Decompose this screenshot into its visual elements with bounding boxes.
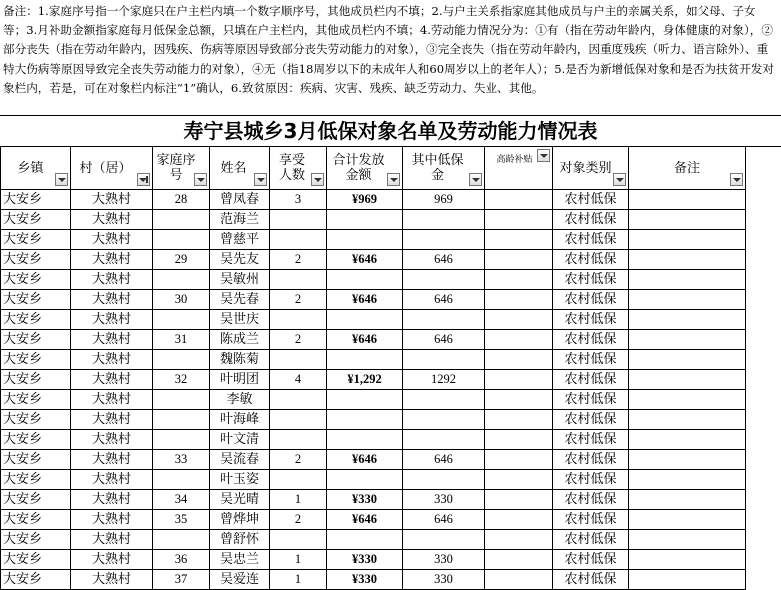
age-subsidy-cell[interactable] — [485, 430, 553, 450]
category-cell[interactable]: 农村低保 — [553, 530, 629, 550]
family-no-cell[interactable] — [153, 470, 210, 490]
total-amount-cell[interactable]: ¥646 — [327, 450, 403, 470]
age-subsidy-cell[interactable] — [485, 290, 553, 310]
header-remark: 备注 — [629, 147, 746, 190]
allowance-cell[interactable] — [403, 390, 485, 410]
total-amount-cell[interactable] — [327, 530, 403, 550]
age-subsidy-cell[interactable] — [485, 390, 553, 410]
category-cell[interactable]: 农村低保 — [553, 330, 629, 350]
village-cell[interactable]: 大熟村 — [71, 450, 153, 470]
allowance-cell[interactable] — [403, 350, 485, 370]
allowance-cell[interactable]: 969 — [403, 190, 485, 210]
sheet-title: 寿宁县城乡3月低保对象名单及劳动能力情况表 — [0, 116, 781, 147]
village-cell[interactable]: 大熟村 — [71, 310, 153, 330]
family-no-cell[interactable]: 32 — [153, 370, 210, 390]
age-subsidy-cell[interactable] — [485, 570, 553, 590]
table-row — [1, 530, 746, 550]
filter-dropdown-icon[interactable] — [613, 173, 626, 186]
allowance-cell[interactable] — [403, 430, 485, 450]
remark-cell[interactable] — [629, 390, 746, 410]
family-no-cell[interactable] — [153, 270, 210, 290]
name-cell[interactable]: 叶玉姿 — [210, 470, 270, 490]
total-amount-cell[interactable] — [327, 310, 403, 330]
age-subsidy-cell[interactable] — [485, 410, 553, 430]
category-cell[interactable]: 农村低保 — [553, 390, 629, 410]
name-cell[interactable]: 范海兰 — [210, 210, 270, 230]
persons-cell[interactable] — [270, 430, 327, 450]
family-no-cell[interactable]: 29 — [153, 250, 210, 270]
village-cell[interactable]: 大熟村 — [71, 410, 153, 430]
village-cell[interactable]: 大熟村 — [71, 370, 153, 390]
town-cell[interactable]: 大安乡 — [1, 290, 71, 310]
persons-cell[interactable]: 1 — [270, 570, 327, 590]
category-cell[interactable]: 农村低保 — [553, 550, 629, 570]
header-row — [1, 147, 746, 190]
town-cell[interactable]: 大安乡 — [1, 470, 71, 490]
village-cell[interactable]: 大熟村 — [71, 250, 153, 270]
town-cell[interactable]: 大安乡 — [1, 270, 71, 290]
name-cell[interactable]: 魏陈菊 — [210, 350, 270, 370]
total-amount-cell[interactable] — [327, 210, 403, 230]
town-cell[interactable]: 大安乡 — [1, 390, 71, 410]
allowance-cell[interactable]: 646 — [403, 510, 485, 530]
village-cell[interactable]: 大熟村 — [71, 230, 153, 250]
persons-cell[interactable] — [270, 470, 327, 490]
family-no-cell[interactable]: 31 — [153, 330, 210, 350]
family-no-cell[interactable] — [153, 430, 210, 450]
town-cell[interactable]: 大安乡 — [1, 210, 71, 230]
beneficiary-table — [0, 146, 746, 590]
allowance-cell[interactable]: 1292 — [403, 370, 485, 390]
village-cell[interactable]: 大熟村 — [71, 290, 153, 310]
persons-cell[interactable]: 2 — [270, 250, 327, 270]
table-row — [1, 490, 746, 510]
name-cell[interactable]: 叶文清 — [210, 430, 270, 450]
filter-dropdown-icon[interactable] — [730, 173, 743, 186]
persons-cell[interactable]: 1 — [270, 490, 327, 510]
filter-dropdown-icon[interactable] — [194, 173, 207, 186]
persons-cell[interactable]: 4 — [270, 370, 327, 390]
name-cell[interactable]: 吴忠兰 — [210, 550, 270, 570]
header-family-no: 家庭序号 — [153, 147, 210, 190]
allowance-cell[interactable] — [403, 530, 485, 550]
town-cell[interactable]: 大安乡 — [1, 230, 71, 250]
name-cell[interactable]: 吴先春 — [210, 290, 270, 310]
town-cell[interactable]: 大安乡 — [1, 350, 71, 370]
remark-cell[interactable] — [629, 270, 746, 290]
family-no-cell[interactable] — [153, 410, 210, 430]
town-cell[interactable]: 大安乡 — [1, 530, 71, 550]
header-category: 对象类别 — [553, 147, 629, 190]
remark-cell[interactable] — [629, 230, 746, 250]
allowance-cell[interactable]: 646 — [403, 290, 485, 310]
table-row — [1, 250, 746, 270]
town-cell[interactable]: 大安乡 — [1, 190, 71, 210]
village-cell[interactable]: 大熟村 — [71, 570, 153, 590]
remark-cell[interactable] — [629, 250, 746, 270]
table-row — [1, 550, 746, 570]
category-cell[interactable]: 农村低保 — [553, 230, 629, 250]
category-cell[interactable]: 农村低保 — [553, 350, 629, 370]
category-cell[interactable]: 农村低保 — [553, 370, 629, 390]
header-allowance: 其中低保金 — [403, 147, 485, 190]
name-cell[interactable]: 吴流春 — [210, 450, 270, 470]
allowance-cell[interactable] — [403, 310, 485, 330]
family-no-cell[interactable]: 37 — [153, 570, 210, 590]
family-no-cell[interactable]: 28 — [153, 190, 210, 210]
allowance-cell[interactable]: 646 — [403, 450, 485, 470]
allowance-cell[interactable] — [403, 410, 485, 430]
village-cell[interactable]: 大熟村 — [71, 470, 153, 490]
age-subsidy-cell[interactable] — [485, 270, 553, 290]
category-cell[interactable]: 农村低保 — [553, 470, 629, 490]
family-no-cell[interactable]: 34 — [153, 490, 210, 510]
name-cell[interactable]: 曾烨坤 — [210, 510, 270, 530]
persons-cell[interactable] — [270, 530, 327, 550]
allowance-cell[interactable]: 330 — [403, 550, 485, 570]
age-subsidy-cell[interactable] — [485, 450, 553, 470]
name-cell[interactable]: 吴光晴 — [210, 490, 270, 510]
category-cell[interactable]: 农村低保 — [553, 290, 629, 310]
allowance-cell[interactable]: 646 — [403, 250, 485, 270]
filter-dropdown-icon[interactable] — [55, 173, 68, 186]
category-cell[interactable]: 农村低保 — [553, 210, 629, 230]
category-cell[interactable]: 农村低保 — [553, 510, 629, 530]
total-amount-cell[interactable] — [327, 430, 403, 450]
category-cell[interactable]: 农村低保 — [553, 490, 629, 510]
age-subsidy-cell[interactable] — [485, 230, 553, 250]
village-cell[interactable]: 大熟村 — [71, 510, 153, 530]
persons-cell[interactable]: 3 — [270, 190, 327, 210]
table-row — [1, 190, 746, 210]
table-row — [1, 270, 746, 290]
remark-cell[interactable] — [629, 350, 746, 370]
total-amount-cell[interactable]: ¥330 — [327, 570, 403, 590]
remark-cell[interactable] — [629, 510, 746, 530]
total-amount-cell[interactable]: ¥646 — [327, 330, 403, 350]
total-amount-cell[interactable]: ¥646 — [327, 290, 403, 310]
age-subsidy-cell[interactable] — [485, 350, 553, 370]
village-cell[interactable]: 大熟村 — [71, 210, 153, 230]
persons-cell[interactable] — [270, 310, 327, 330]
name-cell[interactable]: 李敏 — [210, 390, 270, 410]
name-cell[interactable]: 曾慈平 — [210, 230, 270, 250]
remark-cell[interactable] — [629, 310, 746, 330]
remark-cell[interactable] — [629, 430, 746, 450]
header-age-subsidy: 高龄补贴 — [485, 147, 553, 190]
remark-cell[interactable] — [629, 550, 746, 570]
family-no-cell[interactable]: 30 — [153, 290, 210, 310]
total-amount-cell[interactable]: ¥1,292 — [327, 370, 403, 390]
persons-cell[interactable] — [270, 350, 327, 370]
village-cell[interactable]: 大熟村 — [71, 430, 153, 450]
age-subsidy-cell[interactable] — [485, 310, 553, 330]
persons-cell[interactable]: 1 — [270, 550, 327, 570]
header-total: 合计发放金额 — [327, 147, 403, 190]
name-cell[interactable]: 叶明团 — [210, 370, 270, 390]
remark-cell[interactable] — [629, 210, 746, 230]
persons-cell[interactable] — [270, 270, 327, 290]
category-cell[interactable]: 农村低保 — [553, 250, 629, 270]
category-cell[interactable]: 农村低保 — [553, 190, 629, 210]
town-cell[interactable]: 大安乡 — [1, 570, 71, 590]
remark-cell[interactable] — [629, 490, 746, 510]
filter-dropdown-icon[interactable] — [387, 173, 400, 186]
header-persons: 享受人数 — [270, 147, 327, 190]
age-subsidy-cell[interactable] — [485, 470, 553, 490]
total-amount-cell[interactable] — [327, 230, 403, 250]
table-row — [1, 570, 746, 590]
remarks-note: 备注：1.家庭序号指一个家庭只在户主栏内填一个数字顺序号，其他成员栏内不填；2.与户主关系指家庭其他成员与户主的亲属关系，如父母、子女等；3.月补助金额指家庭每月低保金总额，只填在户主栏内，其他成员栏内不填；4.劳动能力情况分为：①有（指在劳动年龄内，身体健康的对象），②部分丧失（指在劳动年龄内，因残疾、伤病等原因导致部分丧失劳动能力的对象），③完全丧失（指在劳动年龄内，因重度残疾（听力、语言除外）、重特大伤病等原因导致完全丧失劳动能力的对象），④无（指18周岁以下的未成年人和60周岁以上的老年人）；5.是否为新增低保对象和是否为扶贫开发对象栏内，若是，可在对象栏内标注“1”确认，6.致贫原因：疾病、灾害、残疾、缺乏劳动力、失业、其他。 — [0, 0, 781, 116]
remark-cell[interactable] — [629, 190, 746, 210]
table-row — [1, 470, 746, 490]
remark-cell[interactable] — [629, 410, 746, 430]
table-row — [1, 290, 746, 310]
family-no-cell[interactable]: 33 — [153, 450, 210, 470]
age-subsidy-cell[interactable] — [485, 190, 553, 210]
age-subsidy-cell[interactable] — [485, 530, 553, 550]
remark-cell[interactable] — [629, 570, 746, 590]
allowance-cell[interactable] — [403, 270, 485, 290]
allowance-cell[interactable]: 646 — [403, 330, 485, 350]
category-cell[interactable]: 农村低保 — [553, 410, 629, 430]
allowance-cell[interactable]: 330 — [403, 490, 485, 510]
village-cell[interactable]: 大熟村 — [71, 270, 153, 290]
name-cell[interactable]: 吴世庆 — [210, 310, 270, 330]
table-row — [1, 370, 746, 390]
category-cell[interactable]: 农村低保 — [553, 450, 629, 470]
filter-active-icon[interactable] — [137, 173, 150, 186]
village-cell[interactable]: 大熟村 — [71, 390, 153, 410]
header-village: 村（居） — [71, 147, 153, 190]
town-cell[interactable]: 大安乡 — [1, 310, 71, 330]
persons-cell[interactable]: 2 — [270, 450, 327, 470]
persons-cell[interactable]: 2 — [270, 330, 327, 350]
allowance-cell[interactable] — [403, 230, 485, 250]
persons-cell[interactable]: 2 — [270, 290, 327, 310]
name-cell[interactable]: 叶海峰 — [210, 410, 270, 430]
remark-cell[interactable] — [629, 470, 746, 490]
total-amount-cell[interactable]: ¥646 — [327, 250, 403, 270]
allowance-cell[interactable] — [403, 210, 485, 230]
table-row — [1, 350, 746, 370]
total-amount-cell[interactable]: ¥330 — [327, 550, 403, 570]
village-cell[interactable]: 大熟村 — [71, 350, 153, 370]
allowance-cell[interactable]: 330 — [403, 570, 485, 590]
remark-cell[interactable] — [629, 530, 746, 550]
town-cell[interactable]: 大安乡 — [1, 510, 71, 530]
age-subsidy-cell[interactable] — [485, 330, 553, 350]
remark-cell[interactable] — [629, 290, 746, 310]
age-subsidy-cell[interactable] — [485, 210, 553, 230]
table-row — [1, 230, 746, 250]
family-no-cell[interactable] — [153, 230, 210, 250]
total-amount-cell[interactable]: ¥330 — [327, 490, 403, 510]
town-cell[interactable]: 大安乡 — [1, 430, 71, 450]
table-row — [1, 430, 746, 450]
filter-dropdown-icon[interactable] — [254, 173, 267, 186]
name-cell[interactable]: 陈成兰 — [210, 330, 270, 350]
allowance-cell[interactable] — [403, 470, 485, 490]
category-cell[interactable]: 农村低保 — [553, 270, 629, 290]
table-row — [1, 410, 746, 430]
village-cell[interactable]: 大熟村 — [71, 550, 153, 570]
total-amount-cell[interactable]: ¥646 — [327, 510, 403, 530]
filter-dropdown-icon[interactable] — [311, 173, 324, 186]
age-subsidy-cell[interactable] — [485, 510, 553, 530]
filter-dropdown-icon[interactable] — [537, 149, 550, 162]
remark-cell[interactable] — [629, 370, 746, 390]
village-cell[interactable]: 大熟村 — [71, 530, 153, 550]
table-row — [1, 210, 746, 230]
village-cell[interactable]: 大熟村 — [71, 490, 153, 510]
age-subsidy-cell[interactable] — [485, 550, 553, 570]
persons-cell[interactable] — [270, 210, 327, 230]
table-row — [1, 510, 746, 530]
family-no-cell[interactable] — [153, 310, 210, 330]
header-name: 姓名 — [210, 147, 270, 190]
village-cell[interactable]: 大熟村 — [71, 190, 153, 210]
persons-cell[interactable]: 2 — [270, 510, 327, 530]
remark-cell[interactable] — [629, 450, 746, 470]
town-cell[interactable]: 大安乡 — [1, 450, 71, 470]
total-amount-cell[interactable] — [327, 410, 403, 430]
total-amount-cell[interactable] — [327, 390, 403, 410]
age-subsidy-cell[interactable] — [485, 250, 553, 270]
persons-cell[interactable] — [270, 410, 327, 430]
family-no-cell[interactable]: 36 — [153, 550, 210, 570]
town-cell[interactable]: 大安乡 — [1, 330, 71, 350]
family-no-cell[interactable]: 35 — [153, 510, 210, 530]
name-cell[interactable]: 吴敏州 — [210, 270, 270, 290]
name-cell[interactable]: 曾舒怀 — [210, 530, 270, 550]
family-no-cell[interactable] — [153, 210, 210, 230]
family-no-cell[interactable] — [153, 350, 210, 370]
family-no-cell[interactable] — [153, 530, 210, 550]
town-cell[interactable]: 大安乡 — [1, 250, 71, 270]
name-cell[interactable]: 吴先友 — [210, 250, 270, 270]
age-subsidy-cell[interactable] — [485, 490, 553, 510]
filter-dropdown-icon[interactable] — [469, 173, 482, 186]
remark-cell[interactable] — [629, 330, 746, 350]
persons-cell[interactable] — [270, 230, 327, 250]
category-cell[interactable]: 农村低保 — [553, 570, 629, 590]
table-row — [1, 390, 746, 410]
table-row — [1, 310, 746, 330]
table-row — [1, 330, 746, 350]
total-amount-cell[interactable] — [327, 350, 403, 370]
total-amount-cell[interactable] — [327, 270, 403, 290]
name-cell[interactable]: 吴爱连 — [210, 570, 270, 590]
header-town: 乡镇 — [1, 147, 71, 190]
town-cell[interactable]: 大安乡 — [1, 550, 71, 570]
family-no-cell[interactable] — [153, 390, 210, 410]
town-cell[interactable]: 大安乡 — [1, 370, 71, 390]
persons-cell[interactable] — [270, 390, 327, 410]
age-subsidy-cell[interactable] — [485, 370, 553, 390]
category-cell[interactable]: 农村低保 — [553, 310, 629, 330]
town-cell[interactable]: 大安乡 — [1, 410, 71, 430]
total-amount-cell[interactable] — [327, 470, 403, 490]
category-cell[interactable]: 农村低保 — [553, 430, 629, 450]
village-cell[interactable]: 大熟村 — [71, 330, 153, 350]
town-cell[interactable]: 大安乡 — [1, 490, 71, 510]
table-row — [1, 450, 746, 470]
name-cell[interactable]: 曾凤春 — [210, 190, 270, 210]
total-amount-cell[interactable]: ¥969 — [327, 190, 403, 210]
